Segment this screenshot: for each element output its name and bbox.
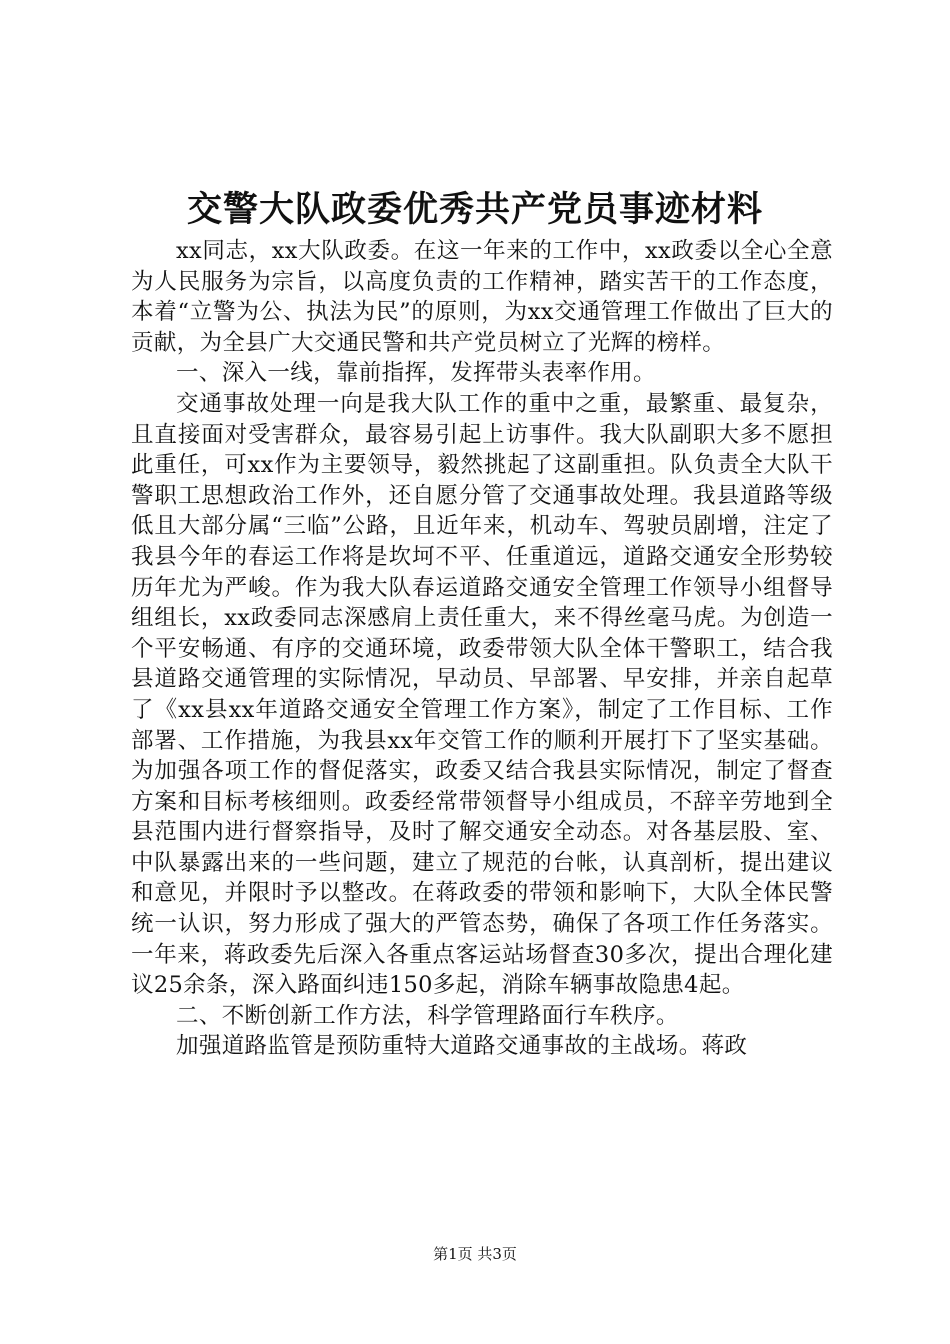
section-heading-2: 二、不断创新工作方法，科学管理路面行车秩序。 — [176, 1002, 679, 1029]
document-body — [131, 236, 833, 1062]
document-title: 交警大队政委优秀共产党员事迹材料 — [186, 189, 763, 230]
section-heading-1: 一、深入一线，靠前指挥，发挥带头表率作用。 — [176, 360, 656, 387]
page-footer: 第1页 共3页 — [433, 1245, 517, 1263]
paragraph-intro: xx同志，xx大队政委。在这一年来的工作中，xx政委以全心全意为人民服务为宗旨，以高度负责的工作精神，踏实苦干的工作态度，本着“立警为公、执法为民”的原则，为xx交通管理工作做出了巨大的贡献，为全县广大交通民警和共产党员树立了光辉的榜样。 — [131, 238, 833, 356]
paragraph-section-1: 交通事故处理一向是我大队工作的重中之重，最繁重、最复杂，且直接面对受害群众，最容易引起上访事件。我大队副职大多不愿担此重任，可xx作为主要领导，毅然挑起了这副重担。队负责全大队干警职工思想政治工作外，还自愿分管了交通事故处理。我县道路等级低且大部分属“三临”公路，且近年来，机动车、驾驶员剧增，注定了我县今年的春运工作将是坎坷不平、任重道远，道路交通安全形势较历年尤为严峻。作为我大队春运道路交通安全管理工作领导小组督导组组长，xx政委同志深感肩上责任重大，来不得丝毫马虎。为创造一个平安畅通、有序的交通环境，政委带领大队全体干警职工，结合我县道路交通管理的实际情况，早动员、早部署、早安排，并亲自起草了《xx县xx年道路交通安全管理工作方案》，制定了工作目标、工作部署、工作措施，为我县xx年交管工作的顺利开展打下了坚实基础。为加强各项工作的督促落实，政委又结合我县实际情况，制定了督查方案和目标考核细则。政委经常带领督导小组成员，不辞辛劳地到全县范围内进行督察指导，及时了解交通安全动态。对各基层股、室、中队暴露出来的一些问题，建立了规范的台帐，认真剖析，提出建议和意见，并限时予以整改。在蒋政委的带领和影响下，大队全体民警统一认识，努力形成了强大的严管态势，确保了各项工作任务落实。一年来，蒋政委先后深入各重点客运站场督查30多次，提出合理化建议25余条，深入路面纠违150多起，消除车辆事故隐患4起。 — [131, 390, 833, 999]
paragraph-section-2: 加强道路监管是预防重特大道路交通事故的主战场。蒋政 — [176, 1033, 748, 1060]
